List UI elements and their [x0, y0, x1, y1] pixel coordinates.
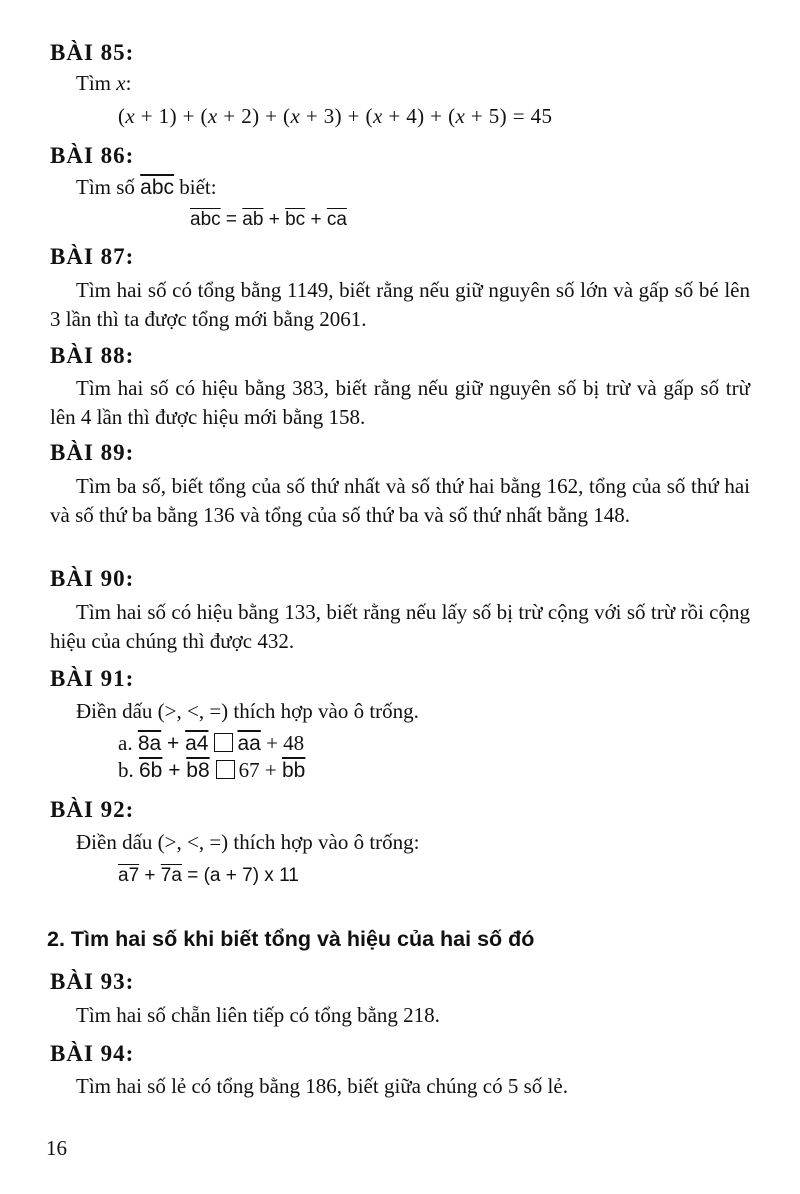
answer-box-b — [216, 760, 235, 779]
exercise-90-text: Tìm hai số có hiệu bằng 133, biết rằng nếu lấy số bị trừ cộng với số trừ rồi cộng hiệu của chúng thì được 432. — [50, 600, 750, 653]
exercise-94-title: BÀI 94: — [50, 1041, 135, 1066]
exercise-93-text: Tìm hai số chẵn liên tiếp có tổng bằng 218. — [76, 1003, 440, 1027]
exercise-85-title: BÀI 85: — [50, 40, 135, 65]
overline-abc: $\overline{abc}$ — [140, 176, 175, 199]
exercise-89-text: Tìm ba số, biết tổng của số thứ nhất và số thứ hai bằng 162, tổng của số thứ hai và số thứ ba bằng 136 và tổng của số thứ ba và số thứ nhất bằng 148. — [50, 474, 750, 527]
exercise-92-title: BÀI 92: — [50, 797, 135, 822]
exercise-94-text: Tìm hai số lẻ có tổng bằng 186, biết giữa chúng có 5 số lẻ. — [76, 1074, 568, 1098]
exercise-86-equation: $\overline{abc} = \overline{ab} + \overline{bc} + \overline{ca}$ — [190, 209, 347, 230]
exercise-89-title: BÀI 89: — [50, 440, 135, 465]
exercise-91-item-a: a. 8a + a4 $\overline{aa} + 48$ — [118, 731, 305, 755]
exercise-90-title: BÀI 90: — [50, 566, 135, 591]
exercise-93-title: BÀI 93: — [50, 969, 135, 994]
exercise-86-title: BÀI 86: — [50, 143, 135, 168]
exercise-88-text: Tìm hai số có hiệu bằng 383, biết rằng nếu giữ nguyên số bị trừ và gấp số trừ lên 4 lần thì được hiệu mới bằng 158. — [50, 376, 750, 429]
section-title: 2. Tìm hai số khi biết tổng và hiệu của hai số đó — [47, 927, 535, 951]
exercise-88-title: BÀI 88: — [50, 343, 135, 368]
exercise-92-equation: a7 + 7a = (a + 7) x 11 — [118, 865, 299, 886]
exercise-91-title: BÀI 91: — [50, 666, 135, 691]
exercise-85-intro: Tìm x: — [76, 71, 132, 95]
exercise-92-intro: Điền dấu (>, <, =) thích hợp vào ô trống: — [76, 830, 420, 854]
exercise-86-intro: Tìm số $\overline{abc}$ biết: — [76, 175, 217, 199]
exercise-91-intro: Điền dấu (>, <, =) thích hợp vào ô trống. — [76, 699, 419, 723]
exercise-87-title: BÀI 87: — [50, 244, 135, 269]
page-number: 16 — [46, 1136, 67, 1160]
exercise-85-equation: (x + 1) + (x + 2) + (x + 3) + (x + 4) + (x + 5) = 45 — [118, 104, 553, 128]
exercise-91-item-b: b. 6b + b8 $67 + \overline{bb}$ — [118, 758, 306, 782]
exercise-87-text: Tìm hai số có tổng bằng 1149, biết rằng nếu giữ nguyên số lớn và gấp số bé lên 3 lần thì ta được tổng mới bằng 2061. — [50, 278, 750, 331]
answer-box-a — [214, 733, 233, 752]
